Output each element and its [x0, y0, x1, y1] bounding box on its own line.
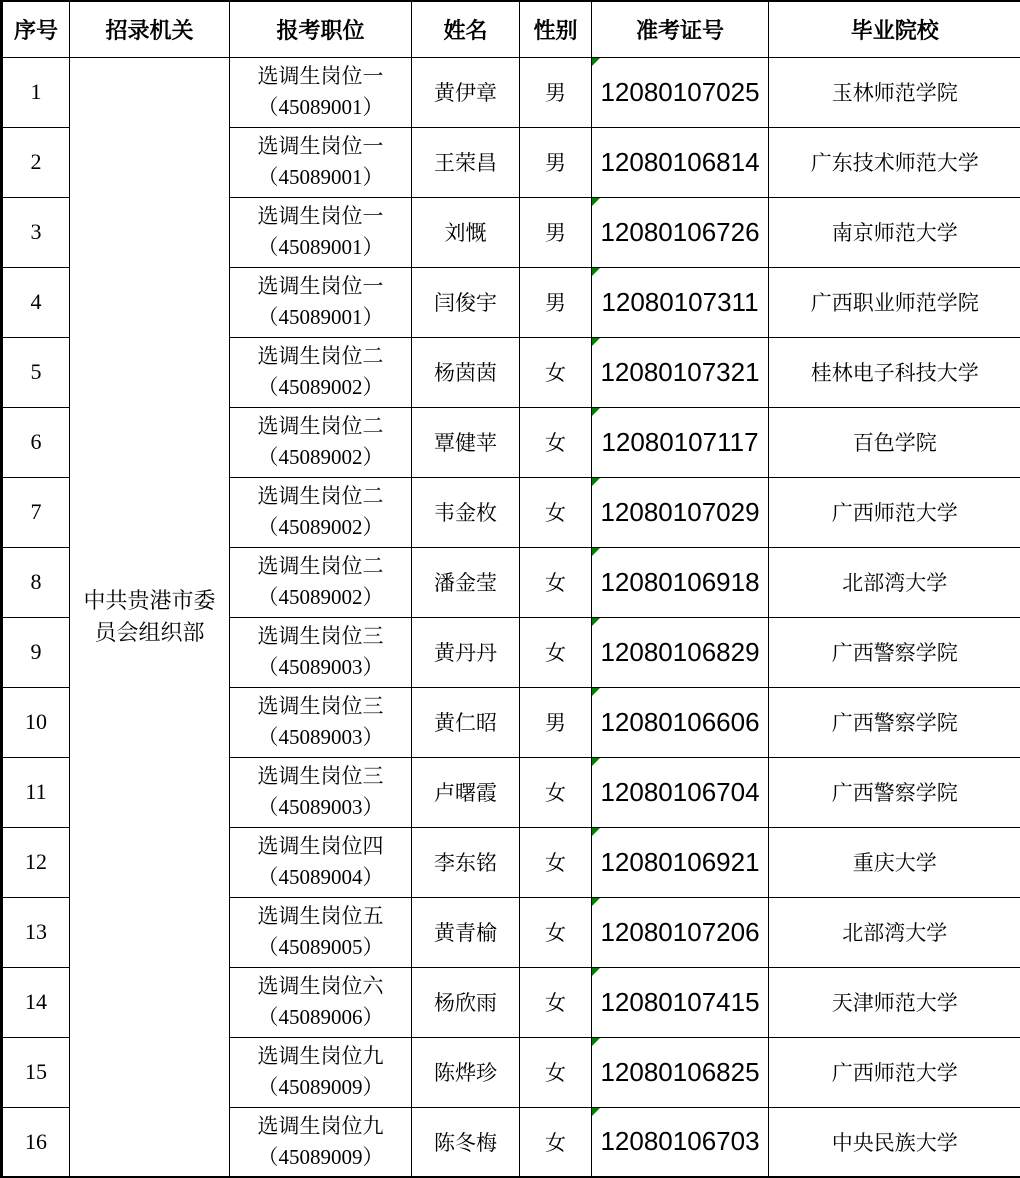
ticket-number: 12080107206: [600, 916, 760, 947]
position-title: 选调生岗位二: [257, 554, 384, 578]
ticket-number-cell: [592, 267, 769, 337]
ticket-number-cell: [592, 827, 769, 897]
agency-merged-cell: 中共贵港市委员会组织部: [70, 57, 230, 1177]
position-title: 选调生岗位九: [257, 1044, 384, 1068]
serial-number-cell: 14: [2, 967, 70, 1037]
position-title: 选调生岗位二: [257, 344, 384, 368]
ticket-number-cell: [592, 477, 769, 547]
position-code: （45089003）: [257, 795, 384, 819]
school-cell: 玉林师范学院: [769, 57, 1020, 127]
school-cell: 北部湾大学: [769, 547, 1020, 617]
name-cell: 潘金莹: [412, 547, 520, 617]
number-stored-as-text-indicator: [592, 268, 600, 276]
serial-number-cell: 6: [2, 407, 70, 477]
ticket-number-cell: [592, 967, 769, 1037]
position-code: （45089003）: [257, 655, 384, 679]
ticket-number-cell: [592, 337, 769, 407]
number-stored-as-text-indicator: [592, 1108, 600, 1116]
position-code: （45089003）: [257, 725, 384, 749]
serial-number-cell: 3: [2, 197, 70, 267]
gender-cell: 女: [520, 617, 592, 687]
ticket-number-cell: [592, 897, 769, 967]
ticket-number: 12080106726: [600, 216, 760, 247]
position-cell: [230, 407, 412, 477]
position-title: 选调生岗位五: [257, 904, 384, 928]
ticket-number-cell: [592, 127, 769, 197]
school-cell: 中央民族大学: [769, 1107, 1020, 1177]
position-cell: [230, 267, 412, 337]
serial-number-cell: 1: [2, 57, 70, 127]
gender-cell: 女: [520, 477, 592, 547]
number-stored-as-text-indicator: [592, 968, 600, 976]
gender-cell: 男: [520, 687, 592, 757]
school-cell: 广东技术师范大学: [769, 127, 1020, 197]
position-cell: [230, 617, 412, 687]
ticket-number: 12080107311: [601, 286, 759, 317]
gender-cell: 男: [520, 197, 592, 267]
name-cell: 王荣昌: [412, 127, 520, 197]
table-row: [2, 57, 1020, 127]
ticket-number-cell: [592, 757, 769, 827]
position-title: 选调生岗位一: [257, 204, 384, 228]
number-stored-as-text-indicator: [592, 548, 600, 556]
position-code: （45089004）: [257, 865, 384, 889]
number-stored-as-text-indicator: [592, 828, 600, 836]
position-cell: [230, 757, 412, 827]
school-cell: 南京师范大学: [769, 197, 1020, 267]
ticket-number: 12080106918: [600, 566, 760, 597]
ticket-number: 12080106704: [600, 776, 760, 807]
position-title: 选调生岗位一: [257, 64, 384, 88]
position-title: 选调生岗位二: [257, 484, 384, 508]
serial-number-cell: 5: [2, 337, 70, 407]
school-cell: 天津师范大学: [769, 967, 1020, 1037]
position-cell: [230, 687, 412, 757]
school-cell: 广西警察学院: [769, 687, 1020, 757]
gender-cell: 女: [520, 1037, 592, 1107]
name-cell: 黄丹丹: [412, 617, 520, 687]
ticket-number-cell: [592, 407, 769, 477]
header-agency: 招录机关: [70, 1, 230, 57]
gender-cell: 女: [520, 1107, 592, 1177]
position-cell: [230, 197, 412, 267]
gender-cell: 女: [520, 547, 592, 617]
serial-number-cell: 2: [2, 127, 70, 197]
position-cell: [230, 337, 412, 407]
name-cell: 陈冬梅: [412, 1107, 520, 1177]
name-cell: 陈烨珍: [412, 1037, 520, 1107]
position-code: （45089001）: [257, 165, 384, 189]
position-cell: [230, 477, 412, 547]
ticket-number: 12080107415: [600, 986, 760, 1017]
ticket-number: 12080106825: [600, 1056, 760, 1087]
gender-cell: 男: [520, 57, 592, 127]
ticket-number-cell: [592, 197, 769, 267]
position-cell: [230, 127, 412, 197]
number-stored-as-text-indicator: [592, 1038, 600, 1046]
position-title: 选调生岗位二: [257, 414, 384, 438]
serial-number-cell: 13: [2, 897, 70, 967]
name-cell: 杨欣雨: [412, 967, 520, 1037]
position-cell: [230, 1037, 412, 1107]
serial-number-cell: 8: [2, 547, 70, 617]
ticket-number-cell: [592, 57, 769, 127]
number-stored-as-text-indicator: [592, 618, 600, 626]
position-title: 选调生岗位九: [257, 1113, 384, 1138]
name-cell: 覃健苹: [412, 407, 520, 477]
serial-number-cell: 12: [2, 827, 70, 897]
name-cell: 刘慨: [412, 197, 520, 267]
position-cell: [230, 57, 412, 127]
ticket-number-cell: [592, 617, 769, 687]
number-stored-as-text-indicator: [592, 408, 600, 416]
gender-cell: 男: [520, 127, 592, 197]
name-cell: 闫俊宇: [412, 267, 520, 337]
position-code: （45089006）: [257, 1005, 384, 1029]
number-stored-as-text-indicator: [592, 478, 600, 486]
school-cell: 百色学院: [769, 407, 1020, 477]
position-cell: [230, 827, 412, 897]
gender-cell: 女: [520, 337, 592, 407]
name-cell: 杨茵茵: [412, 337, 520, 407]
position-title: 选调生岗位三: [257, 624, 384, 648]
ticket-number: 12080107029: [600, 496, 760, 527]
ticket-number: 12080107025: [600, 76, 760, 107]
position-cell: [230, 967, 412, 1037]
position-code: （45089009）: [257, 1144, 384, 1169]
serial-number-cell: 11: [2, 757, 70, 827]
number-stored-as-text-indicator: [592, 198, 600, 206]
gender-cell: 女: [520, 897, 592, 967]
position-code: （45089002）: [257, 375, 384, 399]
table-header: [2, 1, 1020, 57]
school-cell: 广西职业师范学院: [769, 267, 1020, 337]
ticket-number: 12080106606: [600, 706, 760, 737]
header-school: 毕业院校: [769, 1, 1020, 57]
position-code: （45089002）: [257, 515, 384, 539]
position-title: 选调生岗位一: [257, 274, 384, 298]
header-serial-number: 序号: [2, 1, 70, 57]
position-code: （45089001）: [257, 235, 384, 259]
name-cell: 卢曙霞: [412, 757, 520, 827]
table-body: [2, 57, 1020, 1177]
school-cell: 广西警察学院: [769, 617, 1020, 687]
school-cell: 广西警察学院: [769, 757, 1020, 827]
ticket-number: 12080106829: [600, 636, 760, 667]
ticket-number-cell: [592, 1107, 769, 1177]
position-code: （45089001）: [257, 95, 384, 119]
serial-number-cell: 16: [2, 1107, 70, 1177]
school-cell: 桂林电子科技大学: [769, 337, 1020, 407]
position-title: 选调生岗位三: [257, 694, 384, 718]
serial-number-cell: 7: [2, 477, 70, 547]
name-cell: 黄青榆: [412, 897, 520, 967]
serial-number-cell: 15: [2, 1037, 70, 1107]
ticket-number: 12080107321: [600, 356, 760, 387]
school-cell: 广西师范大学: [769, 1037, 1020, 1107]
serial-number-cell: 10: [2, 687, 70, 757]
gender-cell: 女: [520, 407, 592, 477]
position-code: （45089005）: [257, 935, 384, 959]
ticket-number-cell: [592, 547, 769, 617]
number-stored-as-text-indicator: [592, 58, 600, 66]
position-cell: [230, 547, 412, 617]
serial-number-cell: 4: [2, 267, 70, 337]
ticket-number-cell: [592, 687, 769, 757]
gender-cell: 女: [520, 827, 592, 897]
position-code: （45089002）: [257, 585, 384, 609]
school-cell: 广西师范大学: [769, 477, 1020, 547]
name-cell: 黄仁昭: [412, 687, 520, 757]
name-cell: 韦金枚: [412, 477, 520, 547]
position-title: 选调生岗位四: [257, 834, 384, 858]
header-gender: 性别: [520, 1, 592, 57]
position-title: 选调生岗位一: [257, 134, 384, 158]
header-ticket-number: 准考证号: [592, 1, 769, 57]
number-stored-as-text-indicator: [592, 338, 600, 346]
name-cell: 黄伊章: [412, 57, 520, 127]
position-title: 选调生岗位六: [257, 974, 384, 998]
serial-number-cell: 9: [2, 617, 70, 687]
position-code: （45089009）: [257, 1075, 384, 1099]
header-row: [2, 1, 1020, 57]
name-cell: 李东铭: [412, 827, 520, 897]
ticket-number: 12080107117: [601, 426, 759, 457]
position-code: （45089002）: [257, 445, 384, 469]
gender-cell: 女: [520, 967, 592, 1037]
position-cell: [230, 1107, 412, 1177]
school-cell: 北部湾大学: [769, 897, 1020, 967]
ticket-number: 12080106814: [600, 146, 760, 177]
school-cell: 重庆大学: [769, 827, 1020, 897]
position-title: 选调生岗位三: [257, 764, 384, 788]
position-cell: [230, 897, 412, 967]
header-position: 报考职位: [230, 1, 412, 57]
ticket-number-cell: [592, 1037, 769, 1107]
ticket-number: 12080106703: [600, 1126, 760, 1157]
position-code: （45089001）: [257, 305, 384, 329]
number-stored-as-text-indicator: [592, 898, 600, 906]
number-stored-as-text-indicator: [592, 758, 600, 766]
gender-cell: 男: [520, 267, 592, 337]
header-name: 姓名: [412, 1, 520, 57]
ticket-number: 12080106921: [600, 846, 760, 877]
number-stored-as-text-indicator: [592, 688, 600, 696]
gender-cell: 女: [520, 757, 592, 827]
